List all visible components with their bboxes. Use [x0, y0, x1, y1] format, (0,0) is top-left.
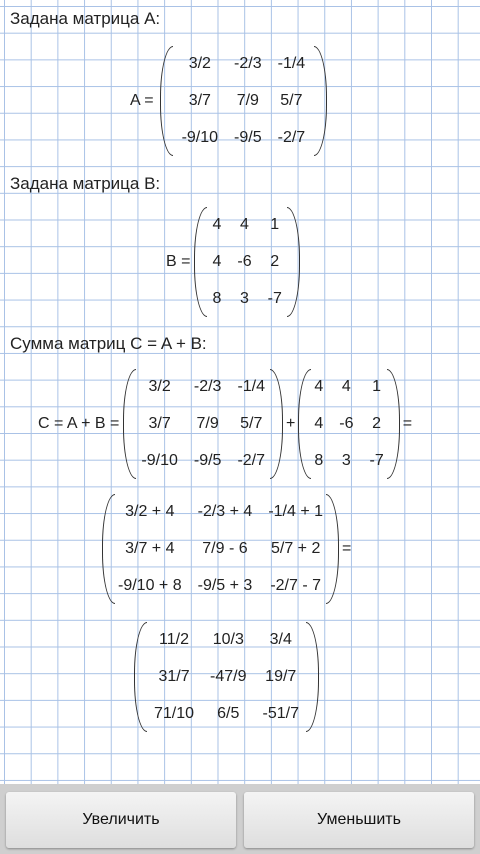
- matrix-cell: -9/5 + 3: [197, 576, 253, 594]
- matrix-cell: 3/7: [148, 414, 171, 432]
- matrix-row: [110, 494, 331, 531]
- matrix-b-parentheses: [194, 207, 299, 317]
- matrix-cell: 31/7: [158, 667, 190, 685]
- matrix-cell: 7/9 - 6: [202, 539, 248, 557]
- matrix-cell: 3/2: [148, 378, 171, 396]
- matrix-row: [146, 622, 307, 659]
- plus-sign: +: [286, 415, 296, 432]
- matrix-cell: 4: [240, 216, 249, 234]
- matrix-cell: -6: [339, 414, 354, 432]
- matrix-cell: -9/5: [193, 451, 222, 469]
- matrix-cell: 3/2 + 4: [125, 503, 175, 521]
- sum-label: C = A + B =: [38, 415, 120, 432]
- matrix-row: [306, 442, 391, 479]
- matrix-cell: 2: [372, 414, 382, 432]
- matrix-cell: 1: [372, 378, 382, 396]
- matrix-cell: -6: [237, 252, 252, 270]
- matrix-cell: 5/7: [240, 414, 263, 432]
- result-table: [146, 622, 307, 732]
- matrix-cell: 1: [270, 216, 280, 234]
- matrix-cell: 3/2: [188, 55, 211, 73]
- matrix-cell: 5/7: [280, 91, 303, 109]
- expression-table: [110, 494, 331, 604]
- matrix-cell: 4: [314, 414, 324, 432]
- matrix-cell: 4: [341, 378, 351, 396]
- matrix-cell: -9/5: [234, 128, 262, 146]
- matrix-row: [306, 369, 391, 406]
- matrix-row: [174, 46, 314, 83]
- matrix-cell: -2/3 + 4: [197, 503, 253, 521]
- matrix-a-label: A =: [130, 92, 154, 109]
- matrix-a-parentheses: [160, 46, 328, 156]
- matrix-row: [110, 567, 331, 604]
- matrix-cell: 8: [212, 289, 222, 307]
- matrix-row: [146, 695, 307, 732]
- result-parentheses: [134, 622, 319, 732]
- heading-matrix-a: Задана матрица A:: [10, 9, 161, 28]
- matrix-b-block: [166, 207, 300, 317]
- heading-matrix-b: Задана матрица B:: [10, 174, 161, 193]
- matrix-row: [306, 406, 391, 443]
- expression-block: [102, 494, 354, 604]
- matrix-cell: 5/7 + 2: [270, 539, 321, 557]
- matrix-cell: -51/7: [262, 704, 299, 722]
- matrix-row: [174, 119, 314, 156]
- matrix-row: [133, 369, 273, 406]
- matrix-cell: 71/10: [154, 704, 195, 722]
- matrix-cell: 3/4: [269, 631, 292, 649]
- zoom-in-button[interactable]: Увеличить: [6, 792, 236, 848]
- matrix-cell: -1/4: [237, 378, 266, 396]
- matrix-cell: -2/7: [237, 451, 266, 469]
- sum-b-parentheses: [298, 369, 399, 479]
- matrix-row: [174, 83, 314, 120]
- sum-equation-block: [38, 369, 415, 479]
- equals-sign: =: [402, 415, 413, 432]
- sum-a-table: [133, 369, 273, 479]
- result-block: [134, 622, 319, 732]
- matrix-cell: -7: [267, 289, 282, 307]
- sum-b-table: [306, 369, 391, 479]
- expression-parentheses: [102, 494, 339, 604]
- heading-matrix-sum: Сумма матриц C = A + B:: [10, 334, 207, 353]
- matrix-cell: 4: [314, 378, 324, 396]
- matrix-cell: -1/4 + 1: [268, 503, 324, 521]
- sum-a-parentheses: [123, 369, 283, 479]
- matrix-cell: 6/5: [217, 704, 240, 722]
- matrix-row: [204, 280, 289, 317]
- matrix-row: [204, 244, 289, 281]
- zoom-out-button[interactable]: Уменьшить: [244, 792, 474, 848]
- matrix-cell: -2/3: [193, 378, 222, 396]
- matrix-cell: 11/2: [159, 631, 189, 649]
- matrix-b-label: B =: [166, 253, 191, 270]
- matrix-cell: 7/9: [236, 91, 259, 109]
- matrix-cell: -9/10: [181, 128, 219, 146]
- matrix-cell: -9/10: [141, 451, 178, 469]
- matrix-a-table: [174, 46, 314, 156]
- matrix-cell: 8: [314, 451, 324, 469]
- matrix-row: [133, 406, 273, 443]
- matrix-cell: 3/7 + 4: [125, 539, 175, 557]
- matrix-cell: -47/9: [210, 667, 247, 685]
- matrix-cell: 3: [240, 289, 249, 307]
- matrix-cell: -2/7 - 7: [270, 576, 321, 594]
- matrix-cell: 7/9: [196, 414, 219, 432]
- equals-sign: =: [342, 540, 352, 557]
- matrix-cell: 3: [341, 451, 351, 469]
- matrix-row: [146, 659, 307, 696]
- matrix-row: [110, 531, 331, 568]
- matrix-row: [204, 207, 289, 244]
- matrix-cell: -2/7: [277, 128, 306, 146]
- matrix-cell: -9/10 + 8: [118, 576, 182, 594]
- matrix-cell: 4: [212, 252, 222, 270]
- matrix-cell: 19/7: [265, 667, 297, 685]
- matrix-cell: 3/7: [188, 91, 211, 109]
- matrix-a-block: [130, 46, 327, 156]
- matrix-cell: 2: [270, 252, 280, 270]
- matrix-cell: -2/3: [234, 55, 262, 73]
- matrix-cell: -1/4: [277, 55, 306, 73]
- matrix-row: [133, 442, 273, 479]
- matrix-cell: -7: [369, 451, 384, 469]
- matrix-b-table: [204, 207, 289, 317]
- matrix-cell: 4: [212, 216, 222, 234]
- matrix-cell: 10/3: [212, 631, 244, 649]
